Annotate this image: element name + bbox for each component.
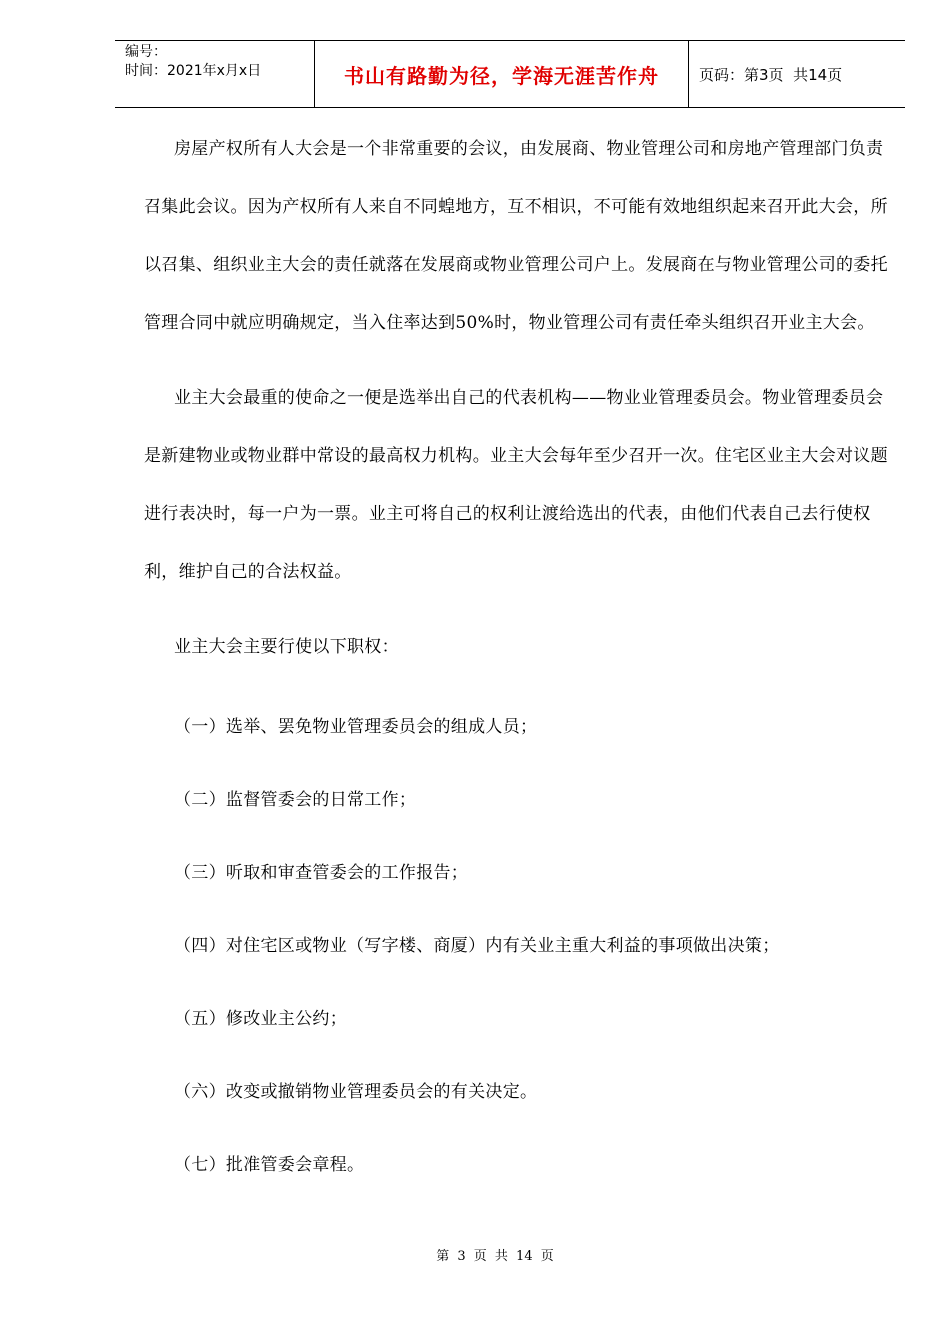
paragraph: 业主大会主要行使以下职权： (174, 637, 399, 657)
document-number-label: 编号： (125, 44, 167, 60)
list-item: （六）改变或撤销物业管理委员会的有关决定。 (174, 1082, 538, 1102)
header-page-cell (689, 41, 905, 107)
paragraph: 房屋产权所有人大会是一个非常重要的会议，由发展商、物业管理公司和房地产管理部门负责召集此会议。因为产权所有人来自不同蝗地方，互不相识，不可能有效地组织起来召开此大会，所以召集、组织业主大会的责任就落在发展商或物业管理公司户上。发展商在与物业管理公司的委托管理合同中就应明确规定，当入住率达到50%时，物业管理公司有责任牵头组织召开业主大会。 (144, 139, 888, 333)
document-time-label: 时间：2021年x月x日 (125, 63, 262, 79)
document-body (144, 120, 894, 1202)
page-footer (0, 1245, 950, 1264)
list-item: （二）监督管委会的日常工作； (174, 790, 417, 810)
header-page-number: 页码：第3页 共14页 (699, 65, 843, 84)
header-meta (115, 41, 315, 107)
list-item: （五）修改业主公约； (174, 1009, 347, 1029)
list-item: （一）选举、罢免物业管理委员会的组成人员； (174, 717, 538, 737)
header-motto-cell (315, 41, 689, 107)
powers-list (144, 691, 894, 1202)
paragraph: 业主大会最重的使命之一便是选举出自己的代表机构——物业业管理委员会。物业管理委员会是新建物业或物业群中常设的最高权力机构。业主大会每年至少召开一次。住宅区业主大会对议题进行表决时，每一户为一票。业主可将自己的权利让渡给选出的代表，由他们代表自己去行使权利，维护自己的合法权益。 (144, 388, 888, 582)
list-item: （四）对住宅区或物业（写字楼、商厦）内有关业主重大利益的事项做出决策； (174, 936, 780, 956)
header-motto: 书山有路勤为径，学海无涯苦作舟 (344, 63, 659, 88)
footer-page-number: 第 3 页 共 14 页 (436, 1249, 554, 1264)
page-header (115, 40, 905, 108)
list-item: （三）听取和审查管委会的工作报告； (174, 863, 469, 883)
list-item: （七）批准管委会章程。 (174, 1155, 365, 1175)
